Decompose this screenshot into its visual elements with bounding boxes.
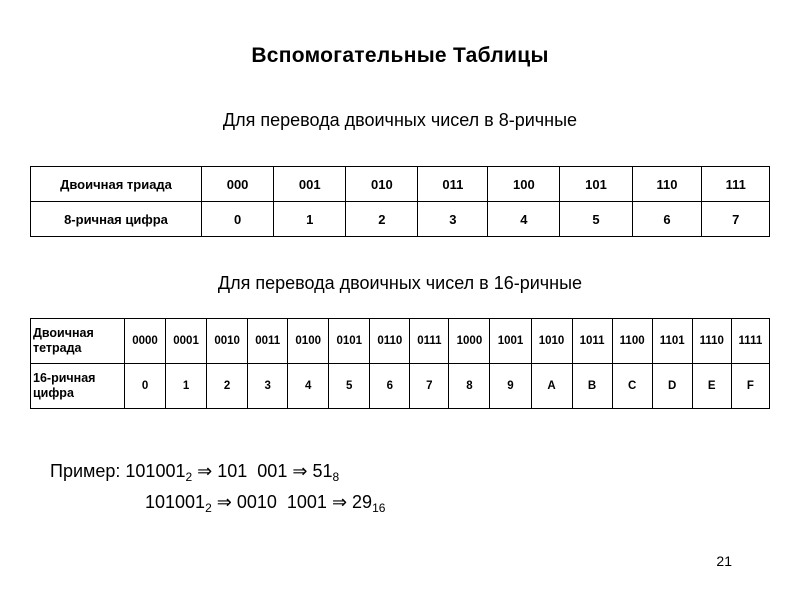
- octal-digit-cell: 5: [560, 202, 632, 237]
- tetrad-row: [31, 319, 770, 364]
- octal-digit-cell: 2: [346, 202, 418, 237]
- octal-conversion-table: [30, 166, 770, 237]
- example-line-octal: [50, 461, 339, 484]
- tetrad-cell: 1001: [490, 319, 531, 364]
- hex-digit-cell: C: [612, 364, 652, 409]
- triad-cell: 001: [274, 167, 346, 202]
- octal-digit-cell: 3: [418, 202, 488, 237]
- triad-cell: 100: [488, 167, 560, 202]
- tetrad-cell: 1110: [692, 319, 731, 364]
- hex-digit-row-label: 16-ричная цифра: [31, 364, 125, 409]
- tetrad-cell: 1101: [652, 319, 692, 364]
- octal-digit-cell: 0: [202, 202, 274, 237]
- tetrad-cell: 1100: [612, 319, 652, 364]
- hex-digit-cell: 6: [370, 364, 410, 409]
- hex-digit-cell: 7: [410, 364, 449, 409]
- example-line-hex: [145, 492, 385, 515]
- octal-digit-row: [31, 202, 770, 237]
- octal-section-subtitle: Для перевода двоичных чисел в 8-ричные: [222, 110, 578, 130]
- hex-digit-cell: 1: [166, 364, 207, 409]
- octal-digit-cell: 4: [488, 202, 560, 237]
- hex-digit-cell: 5: [329, 364, 370, 409]
- tetrad-cell: 1011: [572, 319, 612, 364]
- example-result-base: 8: [332, 470, 340, 484]
- arrow-icon: ⇒: [211, 492, 237, 512]
- hex-conversion-table: [30, 318, 770, 409]
- tetrad-row-label: Двоичная тетрада: [31, 319, 125, 364]
- triad-row-label: Двоичная триада: [31, 167, 202, 202]
- tetrad-cell: 0011: [248, 319, 288, 364]
- triad-cell: 000: [202, 167, 274, 202]
- hex-digit-cell: 9: [490, 364, 531, 409]
- page-title: Вспомогательные Таблицы: [251, 44, 549, 67]
- hex-digit-cell: F: [731, 364, 769, 409]
- example-groups: 101 001: [217, 461, 288, 481]
- hex-digit-cell: A: [531, 364, 572, 409]
- hex-digit-cell: E: [692, 364, 731, 409]
- example-groups: 0010 1001: [236, 492, 327, 512]
- example-binary-base: 2: [185, 470, 193, 484]
- hex-digit-cell: B: [572, 364, 612, 409]
- arrow-icon: ⇒: [326, 492, 353, 512]
- arrow-icon: ⇒: [192, 461, 218, 481]
- example-prefix: Пример:: [50, 461, 126, 481]
- triad-cell: 101: [560, 167, 632, 202]
- example-binary: 101001: [145, 492, 206, 512]
- hex-digit-cell: 8: [449, 364, 490, 409]
- hex-digit-row: [31, 364, 770, 409]
- tetrad-cell: 1000: [449, 319, 490, 364]
- tetrad-cell: 1010: [531, 319, 572, 364]
- hex-digit-cell: 0: [125, 364, 166, 409]
- octal-digit-row-label: 8-ричная цифра: [31, 202, 202, 237]
- arrow-icon: ⇒: [287, 461, 313, 481]
- tetrad-cell: 0001: [166, 319, 207, 364]
- octal-digit-cell: 7: [702, 202, 770, 237]
- tetrad-cell: 0010: [207, 319, 248, 364]
- example-result-base: 16: [372, 501, 386, 515]
- tetrad-cell: 0101: [329, 319, 370, 364]
- example-binary: 101001: [125, 461, 186, 481]
- hex-section-subtitle: Для перевода двоичных чисел в 16-ричные: [217, 273, 583, 293]
- page-number: 21: [716, 553, 732, 569]
- hex-digit-cell: 3: [248, 364, 288, 409]
- triad-cell: 110: [632, 167, 702, 202]
- tetrad-cell: 0110: [370, 319, 410, 364]
- example-binary-base: 2: [205, 501, 212, 515]
- tetrad-cell: 0100: [288, 319, 329, 364]
- octal-digit-cell: 1: [274, 202, 346, 237]
- triad-cell: 010: [346, 167, 418, 202]
- triad-cell: 111: [702, 167, 770, 202]
- example-result: 51: [312, 461, 333, 481]
- hex-digit-cell: 4: [288, 364, 329, 409]
- tetrad-cell: 0111: [410, 319, 449, 364]
- tetrad-cell: 1111: [731, 319, 769, 364]
- hex-digit-cell: D: [652, 364, 692, 409]
- hex-digit-cell: 2: [207, 364, 248, 409]
- triad-row: [31, 167, 770, 202]
- triad-cell: 011: [418, 167, 488, 202]
- octal-digit-cell: 6: [632, 202, 702, 237]
- tetrad-cell: 0000: [125, 319, 166, 364]
- example-result: 29: [352, 492, 373, 512]
